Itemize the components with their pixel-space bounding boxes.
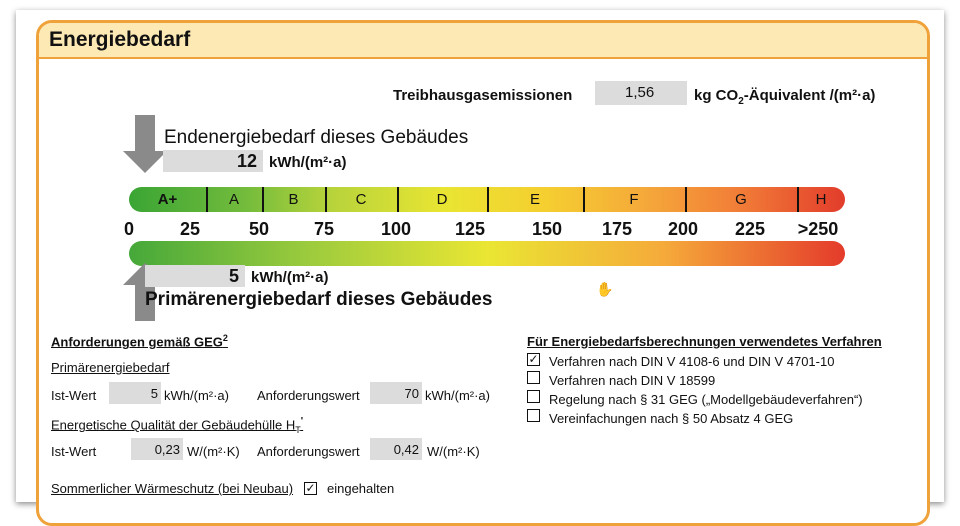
method-label-din-18599: Verfahren nach DIN V 18599: [549, 373, 716, 388]
panel-title: Energiebedarf: [49, 28, 191, 51]
ist-value-unit: kWh/(m²·a): [164, 388, 229, 403]
energy-certificate-page: [16, 10, 944, 502]
class-label: A+: [157, 191, 178, 208]
method-label-model-building: Regelung nach § 31 GEG („Modellgebäudeverfahren“): [549, 392, 863, 407]
summer-protection-label: Sommerlicher Wärmeschutz (bei Neubau): [51, 481, 294, 496]
ist-value-2: 0,23: [154, 442, 180, 457]
scale-tick: 175: [601, 219, 633, 239]
ist-value-2-box: [131, 438, 183, 460]
ist-value-label: Ist-Wert: [51, 388, 97, 403]
hand-cursor-icon: ✋: [596, 281, 614, 297]
scale-tick: 225: [734, 219, 766, 239]
class-label: C: [355, 191, 367, 208]
method-label-din-4108: Verfahren nach DIN V 4108-6 und DIN V 4701-10: [549, 354, 835, 369]
class-label: D: [436, 191, 448, 208]
requirement-value-2-box: [370, 438, 422, 460]
requirement-value: 70: [404, 386, 419, 401]
envelope-quality-heading: Energetische Qualität der Gebäudehülle $H_T'$: [51, 416, 304, 435]
requirement-value-unit: kWh/(m²·a): [425, 388, 490, 403]
emissions-value-box: [595, 81, 687, 105]
ist-value: 5: [150, 386, 158, 401]
scale-tick: 50: [248, 219, 270, 239]
scale-tick: 0: [123, 219, 135, 239]
end-energy-arrow-icon: [123, 115, 167, 173]
energy-gradient-bar: [129, 241, 845, 266]
primary-energy-unit: kWh/(m²·a): [251, 269, 329, 286]
primary-requirement-heading: Primärenergiebedarf: [51, 360, 170, 375]
methods-heading: Für Energiebedarfsberechnungen verwendetes Verfahren: [527, 334, 882, 349]
summer-protection-status: eingehalten: [327, 481, 395, 496]
ist-value-2-label: Ist-Wert: [51, 444, 97, 459]
class-label: F: [629, 191, 639, 208]
ist-value-box: [109, 382, 161, 404]
class-label: H: [815, 191, 827, 208]
summer-protection-checkbox[interactable]: ✓: [305, 481, 316, 495]
method-checkbox-din-4108[interactable]: ✓: [528, 352, 539, 366]
end-energy-label: Endenergiebedarf dieses Gebäudes: [164, 127, 469, 148]
requirement-value-label: Anforderungswert: [257, 388, 360, 403]
end-energy-unit: kWh/(m²·a): [269, 154, 347, 171]
method-checkbox-din-18599[interactable]: [527, 371, 540, 384]
scale-tick: 25: [179, 219, 201, 239]
end-energy-value: 12: [236, 151, 257, 171]
requirement-value-box: [370, 382, 422, 404]
scale-tick: >250: [797, 219, 839, 239]
requirement-value-2-label: Anforderungswert: [257, 444, 360, 459]
class-label: G: [735, 191, 747, 208]
scale-tick: 150: [531, 219, 563, 239]
emissions-label: Treibhausgasemissionen: [393, 87, 573, 104]
ist-value-2-unit: W/(m²·K): [187, 444, 240, 459]
efficiency-class-scale: [129, 187, 845, 212]
primary-energy-value-box: [145, 265, 245, 287]
scale-tick: 125: [454, 219, 486, 239]
class-label: B: [288, 191, 299, 208]
primary-energy-value: 5: [228, 266, 239, 286]
requirement-value-2: 0,42: [393, 442, 419, 457]
scale-tick: 100: [380, 219, 412, 239]
method-checkbox-model-building[interactable]: [527, 390, 540, 403]
emissions-unit: kg $CO_2$-Äquivalent /(m²·a): [694, 87, 876, 107]
emissions-value: 1,56: [625, 84, 655, 101]
scale-tick: 200: [667, 219, 699, 239]
method-checkbox-simplification[interactable]: [527, 409, 540, 422]
primary-energy-label: Primärenergiebedarf dieses Gebäudes: [145, 289, 493, 310]
class-label: E: [529, 191, 540, 208]
class-label: A: [228, 191, 239, 208]
energiebedarf-panel: [36, 20, 930, 526]
method-label-simplification: Vereinfachungen nach § 50 Absatz 4 GEG: [549, 411, 794, 426]
scale-tick: 75: [313, 219, 335, 239]
requirements-heading: Anforderungen gemäß GEG$^2$: [51, 333, 228, 350]
end-energy-value-box: [163, 150, 263, 172]
panel-header: [39, 23, 927, 59]
requirement-value-2-unit: W/(m²·K): [427, 444, 480, 459]
